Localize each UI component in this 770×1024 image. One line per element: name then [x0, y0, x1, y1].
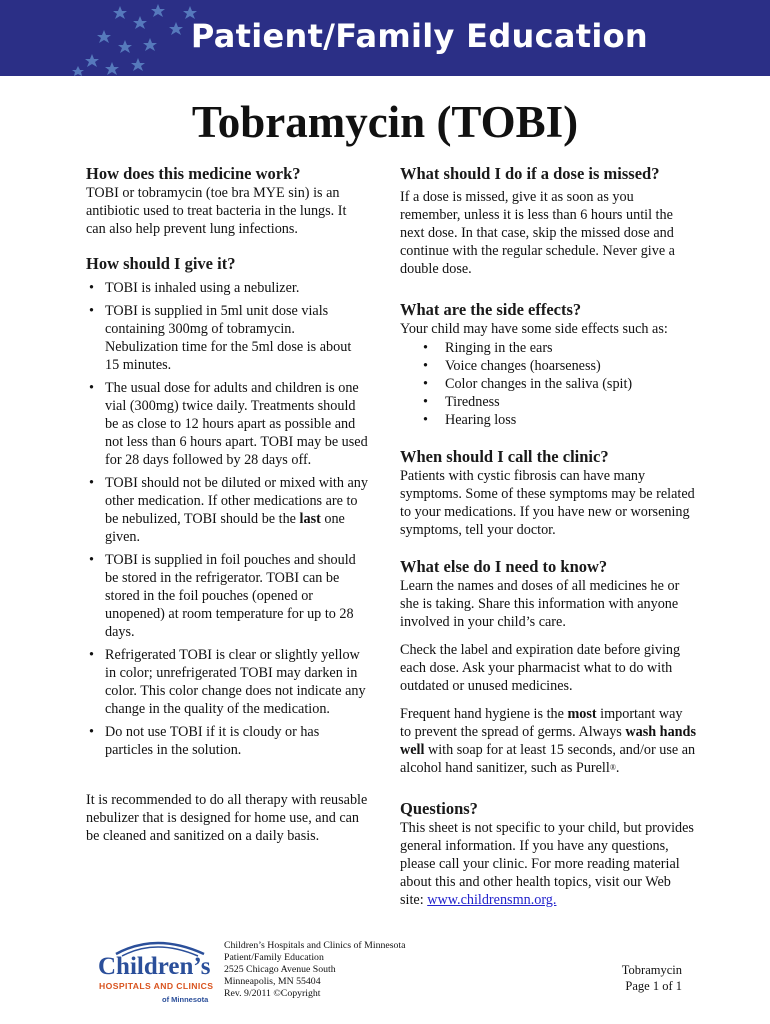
- section-heading-questions: Questions?: [400, 799, 478, 818]
- list-item: • Ringing in the ears: [400, 339, 696, 357]
- footer-address: Children’s Hospitals and Clinics of Minnesota Patient/Family Education 2525 Chicago Avenue South Minneapolis, MN 55404 Rev. 9/2011 ©Copyright: [224, 940, 406, 999]
- left-column: [86, 164, 368, 845]
- childrens-logo: [96, 936, 216, 1006]
- logo-subtitle-2: of Minnesota: [162, 995, 209, 1004]
- section-heading-missed: What should I do if a dose is missed?: [400, 164, 660, 183]
- logo-name: Children’s: [98, 953, 211, 980]
- list-item: • TOBI should not be diluted or mixed with any other medication. If other medications are to be nebulized, TOBI should be the last one given.: [86, 474, 368, 546]
- list-item: • Hearing loss: [400, 411, 696, 429]
- list-item: • Refrigerated TOBI is clear or slightly yellow in color; unrefrigerated TOBI may darken in color. This color change does not indicate any change in the quality of the medication.: [86, 646, 368, 718]
- side-effects-list: [400, 339, 696, 429]
- website-link[interactable]: www.childrensmn.org.: [427, 892, 557, 908]
- star-pattern: [0, 0, 210, 76]
- know-text-3: Frequent hand hygiene is the most important way to prevent the spread of germs. Always wash hands well with soap for at least 15 seconds, and/or use an alcohol hand sanitizer, such as Purell®.: [400, 706, 696, 776]
- list-item: • TOBI is supplied in 5ml unit dose vials containing 300mg of tobramycin. Nebulization time for the 5ml dose is about 15 minutes.: [86, 302, 368, 374]
- know-text-2: Check the label and expiration date before giving each dose. Ask your pharmacist what to do with outdated or unused medicines.: [400, 642, 681, 694]
- list-item: • TOBI is inhaled using a nebulizer.: [86, 279, 368, 297]
- list-item: • Voice changes (hoarseness): [400, 357, 696, 375]
- list-item: • TOBI is supplied in foil pouches and should be stored in the refrigerator. TOBI can be stored in the foil pouches (opened or unopened) at room temperature for up to 28 days.: [86, 551, 368, 641]
- nebulizer-note: It is recommended to do all therapy with reusable nebulizer that is designed for home use, and can be cleaned and sanitized on a daily basis.: [86, 792, 368, 844]
- questions-text: This sheet is not specific to your child, but provides general information. If you have any questions, please call your clinic. For more reading material about this and other health topics, visit our Web site: www.childrensmn.org.: [400, 820, 694, 908]
- how-work-text: TOBI or tobramycin (toe bra MYE sin) is an antibiotic used to treat bacteria in the lungs. It can also help prevent lung infections.: [86, 185, 347, 237]
- header-banner: [0, 0, 770, 76]
- list-item: • Color changes in the saliva (spit): [400, 375, 696, 393]
- section-heading-clinic: When should I call the clinic?: [400, 447, 609, 466]
- list-item: • Do not use TOBI if it is cloudy or has particles in the solution.: [86, 723, 368, 759]
- how-give-list: [86, 279, 368, 759]
- footer-doc-name: Tobramycin: [621, 963, 682, 977]
- list-item: • Tiredness: [400, 393, 696, 411]
- footer-doc-info: [560, 962, 682, 994]
- page-title: Tobramycin (TOBI): [191, 97, 579, 147]
- banner-title: Patient/Family Education: [190, 17, 648, 55]
- page-number: Page 1 of 1: [625, 979, 682, 993]
- logo-subtitle: HOSPITALS AND CLINICS: [99, 981, 214, 991]
- clinic-text: Patients with cystic fibrosis can have many symptoms. Some of these symptoms may be related to your medications. If you have new or worsening symptoms, tell your doctor.: [400, 468, 695, 538]
- list-item: • The usual dose for adults and children is one vial (300mg) twice daily. Treatments should be as close to 12 hours apart as possible and not less than 6 hours apart. TOBI may be used for 28 days followed by 28 days off.: [86, 379, 368, 469]
- know-text-1: Learn the names and doses of all medicines he or she is taking. Share this information with anyone involved in your child’s care.: [400, 578, 680, 630]
- section-heading-how-work: How does this medicine work?: [86, 164, 301, 183]
- right-column: [400, 164, 696, 909]
- section-heading-how-give: How should I give it?: [86, 254, 236, 273]
- missed-text: If a dose is missed, give it as soon as you remember, unless it is less than 6 hours until the next dose. In that case, skip the missed dose and continue with the regular schedule. Never give a double dose.: [400, 189, 675, 277]
- section-heading-know: What else do I need to know?: [400, 557, 608, 576]
- side-effects-intro: Your child may have some side effects such as:: [400, 321, 668, 337]
- section-heading-side-effects: What are the side effects?: [400, 300, 582, 319]
